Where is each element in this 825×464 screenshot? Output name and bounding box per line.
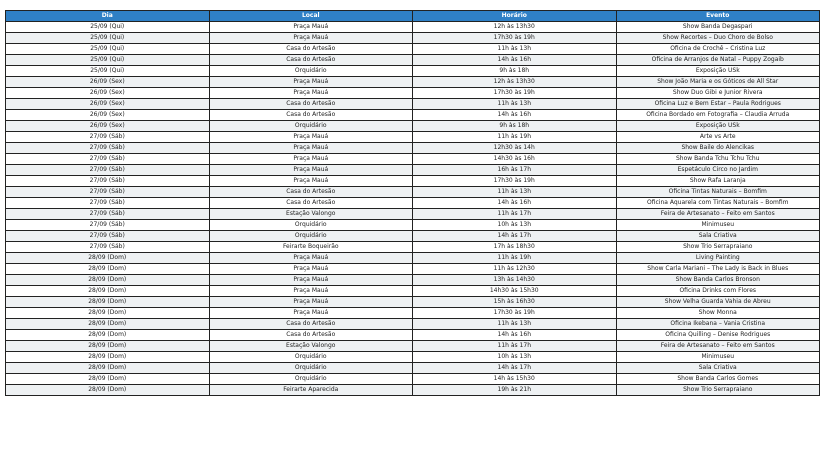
- cell-dia: 28/09 (Dom): [6, 352, 210, 363]
- cell-evento: Show Monna: [616, 308, 820, 319]
- cell-dia: 25/09 (Qui): [6, 55, 210, 66]
- cell-local: Orquidário: [209, 121, 413, 132]
- table-row: [6, 297, 820, 308]
- cell-dia: 25/09 (Qui): [6, 66, 210, 77]
- header-dia: Dia: [6, 11, 210, 22]
- cell-horario: 11h às 12h30: [413, 264, 617, 275]
- cell-dia: 27/09 (Sáb): [6, 231, 210, 242]
- cell-local: Praça Mauá: [209, 176, 413, 187]
- cell-horario: 10h às 13h: [413, 220, 617, 231]
- table-row: [6, 242, 820, 253]
- cell-horario: 11h às 13h: [413, 44, 617, 55]
- cell-evento: Oficina Luz e Bem Estar – Paula Rodrigues: [616, 99, 820, 110]
- table-row: [6, 319, 820, 330]
- table-row: [6, 275, 820, 286]
- cell-evento: Show João Maria e os Góticos de All Star: [616, 77, 820, 88]
- cell-horario: 16h às 17h: [413, 165, 617, 176]
- cell-dia: 28/09 (Dom): [6, 330, 210, 341]
- cell-local: Casa do Artesão: [209, 55, 413, 66]
- cell-evento: Espetáculo Circo no Jardim: [616, 165, 820, 176]
- cell-local: Praça Mauá: [209, 154, 413, 165]
- cell-dia: 27/09 (Sáb): [6, 220, 210, 231]
- cell-horario: 19h às 21h: [413, 385, 617, 396]
- schedule-table: [5, 10, 820, 396]
- cell-evento: Show Duo Gibi e Junior Rivera: [616, 88, 820, 99]
- cell-evento: Oficina Ikebana – Vania Cristina: [616, 319, 820, 330]
- cell-dia: 27/09 (Sáb): [6, 154, 210, 165]
- cell-local: Orquidário: [209, 374, 413, 385]
- cell-local: Casa do Artesão: [209, 330, 413, 341]
- cell-dia: 27/09 (Sáb): [6, 187, 210, 198]
- header-horario: Horário: [413, 11, 617, 22]
- header-local: Local: [209, 11, 413, 22]
- cell-evento: Oficina Tintas Naturais – Bomfim: [616, 187, 820, 198]
- cell-local: Praça Mauá: [209, 165, 413, 176]
- table-row: [6, 176, 820, 187]
- cell-local: Casa do Artesão: [209, 99, 413, 110]
- table-row: [6, 121, 820, 132]
- table-row: [6, 253, 820, 264]
- cell-evento: Feira de Artesanato – Feito em Santos: [616, 209, 820, 220]
- cell-dia: 28/09 (Dom): [6, 385, 210, 396]
- cell-dia: 27/09 (Sáb): [6, 132, 210, 143]
- table-row: [6, 110, 820, 121]
- cell-local: Orquidário: [209, 352, 413, 363]
- table-row: [6, 286, 820, 297]
- cell-horario: 12h às 13h30: [413, 77, 617, 88]
- cell-dia: 28/09 (Dom): [6, 341, 210, 352]
- cell-horario: 14h às 15h30: [413, 374, 617, 385]
- cell-horario: 17h às 18h30: [413, 242, 617, 253]
- cell-local: Casa do Artesão: [209, 110, 413, 121]
- cell-horario: 17h30 às 19h: [413, 308, 617, 319]
- cell-dia: 27/09 (Sáb): [6, 143, 210, 154]
- cell-horario: 12h30 às 14h: [413, 143, 617, 154]
- table-row: [6, 33, 820, 44]
- cell-dia: 28/09 (Dom): [6, 297, 210, 308]
- cell-local: Praça Mauá: [209, 143, 413, 154]
- cell-horario: 14h às 16h: [413, 198, 617, 209]
- table-row: [6, 154, 820, 165]
- cell-dia: 26/09 (Sex): [6, 99, 210, 110]
- table-body: [6, 22, 820, 396]
- cell-horario: 17h30 às 19h: [413, 33, 617, 44]
- cell-dia: 27/09 (Sáb): [6, 242, 210, 253]
- table-row: [6, 22, 820, 33]
- table-row: [6, 374, 820, 385]
- cell-local: Casa do Artesão: [209, 187, 413, 198]
- cell-evento: Oficina Aquarela com Tintas Naturais – Bomfim: [616, 198, 820, 209]
- cell-local: Praça Mauá: [209, 132, 413, 143]
- cell-evento: Show Banda Degaspari: [616, 22, 820, 33]
- cell-local: Praça Mauá: [209, 77, 413, 88]
- cell-horario: 10h às 13h: [413, 352, 617, 363]
- table-row: [6, 231, 820, 242]
- cell-dia: 26/09 (Sex): [6, 121, 210, 132]
- cell-evento: Oficina Bordado em Fotografia – Claudia Arruda: [616, 110, 820, 121]
- table-row: [6, 385, 820, 396]
- cell-evento: Minimuseu: [616, 352, 820, 363]
- cell-horario: 17h30 às 19h: [413, 176, 617, 187]
- cell-dia: 27/09 (Sáb): [6, 209, 210, 220]
- cell-horario: 15h às 16h30: [413, 297, 617, 308]
- table-row: [6, 66, 820, 77]
- cell-evento: Oficina de Arranjos de Natal – Puppy Zogaib: [616, 55, 820, 66]
- table-row: [6, 330, 820, 341]
- cell-horario: 9h às 18h: [413, 121, 617, 132]
- cell-evento: Show Trio Serrapraiano: [616, 385, 820, 396]
- cell-evento: Feira de Artesanato – Feito em Santos: [616, 341, 820, 352]
- cell-local: Casa do Artesão: [209, 44, 413, 55]
- cell-evento: Show Baile do Alencikas: [616, 143, 820, 154]
- table-row: [6, 88, 820, 99]
- cell-evento: Living Painting: [616, 253, 820, 264]
- cell-local: Praça Mauá: [209, 286, 413, 297]
- cell-evento: Minimuseu: [616, 220, 820, 231]
- cell-horario: 13h às 14h30: [413, 275, 617, 286]
- cell-local: Orquidário: [209, 363, 413, 374]
- table-row: [6, 44, 820, 55]
- cell-local: Estação Valongo: [209, 341, 413, 352]
- cell-horario: 11h às 13h: [413, 99, 617, 110]
- cell-dia: 28/09 (Dom): [6, 275, 210, 286]
- table-row: [6, 143, 820, 154]
- cell-local: Praça Mauá: [209, 297, 413, 308]
- cell-evento: Show Recortes – Duo Choro de Bolso: [616, 33, 820, 44]
- cell-horario: 14h30 às 15h30: [413, 286, 617, 297]
- cell-local: Praça Mauá: [209, 253, 413, 264]
- cell-local: Feirarte Aparecida: [209, 385, 413, 396]
- cell-horario: 11h às 13h: [413, 319, 617, 330]
- cell-evento: Show Banda Carlos Gomes: [616, 374, 820, 385]
- cell-local: Casa do Artesão: [209, 198, 413, 209]
- cell-horario: 11h às 19h: [413, 253, 617, 264]
- cell-evento: Show Carla Mariani – The Lady is Back in Blues: [616, 264, 820, 275]
- cell-horario: 14h às 17h: [413, 231, 617, 242]
- cell-evento: Show Banda Tchu Tchu Tchu: [616, 154, 820, 165]
- table-row: [6, 55, 820, 66]
- cell-horario: 11h às 13h: [413, 187, 617, 198]
- cell-horario: 14h às 16h: [413, 55, 617, 66]
- cell-evento: Exposição USk: [616, 66, 820, 77]
- cell-evento: Exposição USk: [616, 121, 820, 132]
- cell-dia: 28/09 (Dom): [6, 374, 210, 385]
- cell-local: Praça Mauá: [209, 264, 413, 275]
- cell-evento: Oficina Drinks com Flores: [616, 286, 820, 297]
- cell-dia: 25/09 (Qui): [6, 44, 210, 55]
- cell-horario: 14h às 16h: [413, 330, 617, 341]
- cell-evento: Sala Criativa: [616, 231, 820, 242]
- cell-local: Praça Mauá: [209, 308, 413, 319]
- table-row: [6, 341, 820, 352]
- cell-local: Orquidário: [209, 220, 413, 231]
- cell-dia: 28/09 (Dom): [6, 363, 210, 374]
- cell-dia: 28/09 (Dom): [6, 308, 210, 319]
- cell-evento: Show Rafa Laranja: [616, 176, 820, 187]
- cell-horario: 17h30 às 19h: [413, 88, 617, 99]
- cell-horario: 14h às 16h: [413, 110, 617, 121]
- table-row: [6, 264, 820, 275]
- table-row: [6, 308, 820, 319]
- cell-evento: Show Banda Carlos Bronson: [616, 275, 820, 286]
- table-row: [6, 220, 820, 231]
- cell-horario: 9h às 18h: [413, 66, 617, 77]
- table-row: [6, 132, 820, 143]
- table-row: [6, 99, 820, 110]
- cell-dia: 28/09 (Dom): [6, 319, 210, 330]
- table-row: [6, 352, 820, 363]
- table-row: [6, 187, 820, 198]
- cell-dia: 25/09 (Qui): [6, 33, 210, 44]
- cell-local: Praça Mauá: [209, 275, 413, 286]
- cell-dia: 28/09 (Dom): [6, 286, 210, 297]
- cell-evento: Show Trio Serrapraiano: [616, 242, 820, 253]
- cell-dia: 26/09 (Sex): [6, 88, 210, 99]
- cell-horario: 14h30 às 16h: [413, 154, 617, 165]
- cell-dia: 26/09 (Sex): [6, 110, 210, 121]
- cell-horario: 11h às 17h: [413, 341, 617, 352]
- table-row: [6, 209, 820, 220]
- cell-dia: 25/09 (Qui): [6, 22, 210, 33]
- cell-local: Orquidário: [209, 66, 413, 77]
- cell-local: Praça Mauá: [209, 22, 413, 33]
- cell-horario: 14h às 17h: [413, 363, 617, 374]
- cell-horario: 11h às 19h: [413, 132, 617, 143]
- cell-local: Praça Mauá: [209, 88, 413, 99]
- cell-evento: Oficina Quilling – Denise Rodrigues: [616, 330, 820, 341]
- header-row: [6, 11, 820, 22]
- cell-local: Estação Valongo: [209, 209, 413, 220]
- cell-dia: 28/09 (Dom): [6, 253, 210, 264]
- table-header: [6, 11, 820, 22]
- cell-dia: 27/09 (Sáb): [6, 198, 210, 209]
- cell-local: Orquidário: [209, 231, 413, 242]
- cell-local: Feirarte Boqueirão: [209, 242, 413, 253]
- cell-evento: Sala Criativa: [616, 363, 820, 374]
- cell-dia: 27/09 (Sáb): [6, 176, 210, 187]
- cell-horario: 11h às 17h: [413, 209, 617, 220]
- cell-evento: Show Velha Guarda Vahia de Abreu: [616, 297, 820, 308]
- cell-evento: Arte vs Arte: [616, 132, 820, 143]
- cell-dia: 26/09 (Sex): [6, 77, 210, 88]
- cell-evento: Oficina de Crochê – Cristina Luz: [616, 44, 820, 55]
- cell-local: Casa do Artesão: [209, 319, 413, 330]
- cell-horario: 12h às 13h30: [413, 22, 617, 33]
- cell-local: Praça Mauá: [209, 33, 413, 44]
- cell-dia: 27/09 (Sáb): [6, 165, 210, 176]
- header-evento: Evento: [616, 11, 820, 22]
- table-row: [6, 198, 820, 209]
- table-row: [6, 165, 820, 176]
- cell-dia: 28/09 (Dom): [6, 264, 210, 275]
- table-row: [6, 77, 820, 88]
- table-row: [6, 363, 820, 374]
